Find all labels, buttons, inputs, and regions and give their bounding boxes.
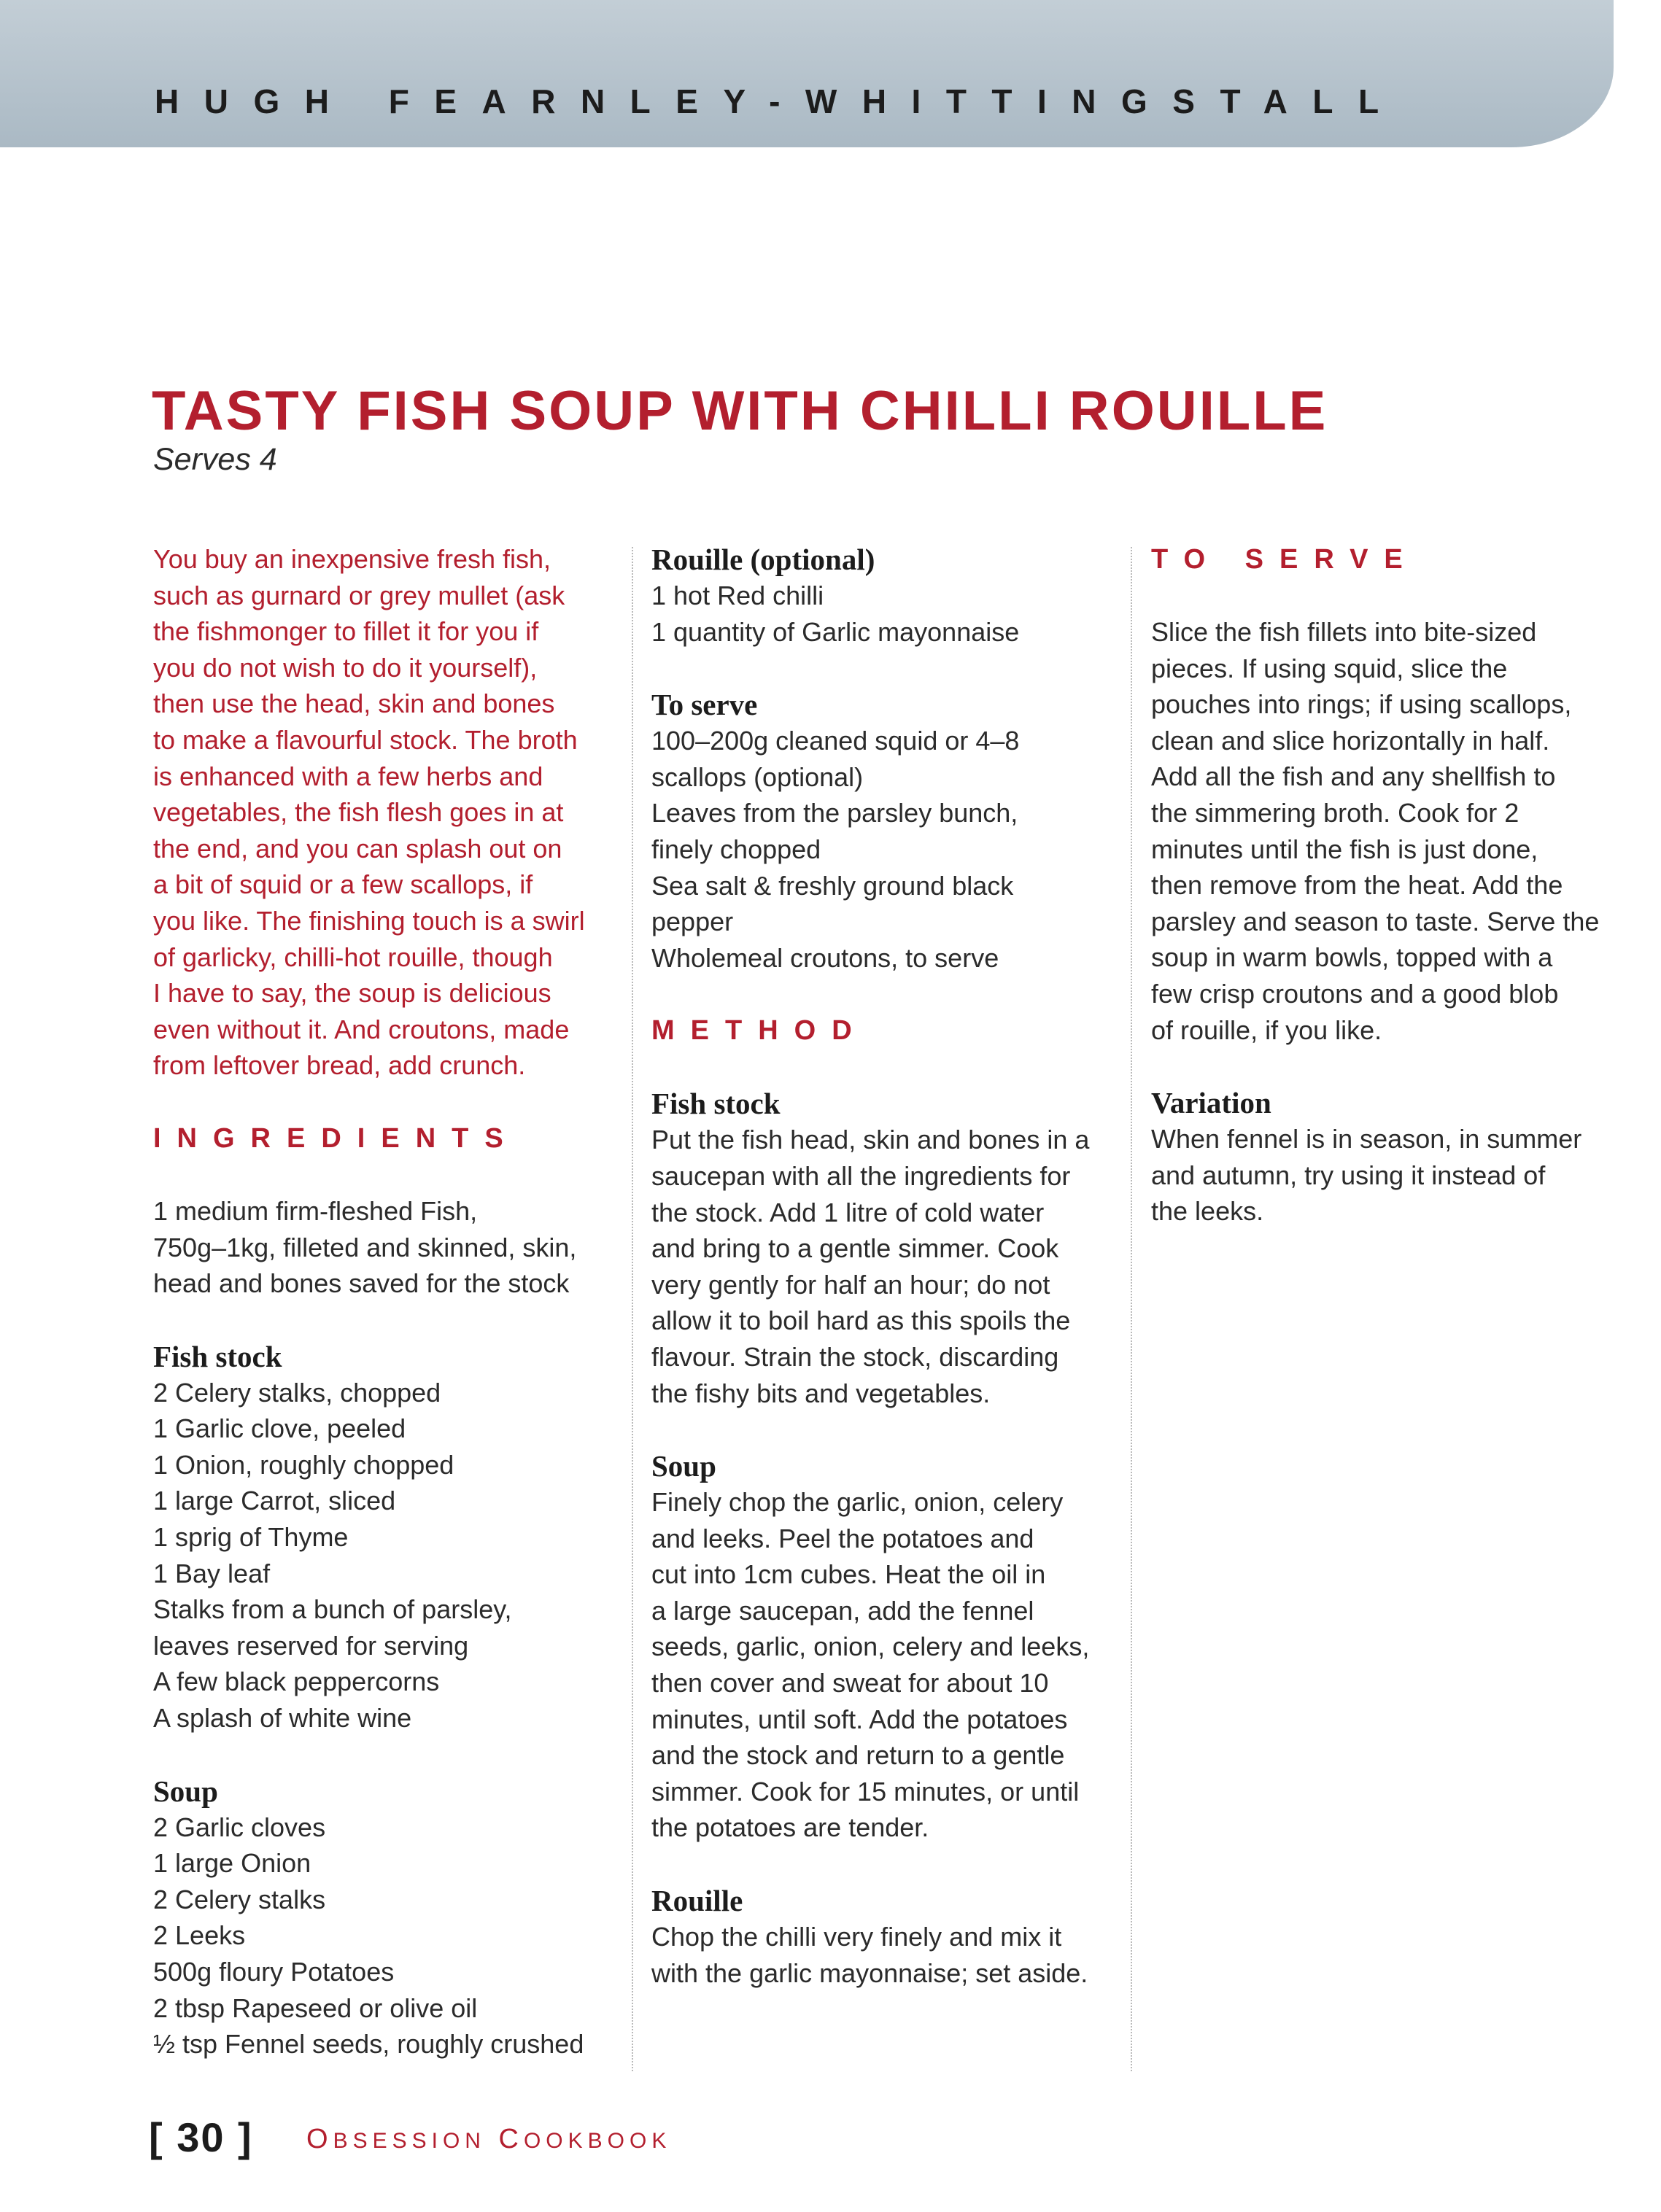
column-right <box>1151 541 1633 1230</box>
method-line: a large saucepan, add the fennel <box>651 1595 1034 1626</box>
method-line: Finely chop the garlic, onion, celery <box>651 1487 1064 1518</box>
column-left <box>153 541 620 2062</box>
method-line: with the garlic mayonnaise; set aside. <box>651 1957 1088 1988</box>
serve-line: Slice the fish fillets into bite-sized <box>1151 617 1537 647</box>
method-line: allow it to boil hard as this spoils the <box>651 1305 1071 1336</box>
method-soup-title: Soup <box>651 1449 716 1483</box>
fish-stock-ingredients-list <box>153 1375 620 1736</box>
intro-line: of garlicky, chilli-hot rouille, though <box>153 942 553 972</box>
variation-line: the leeks. <box>1151 1196 1264 1227</box>
ingredient-line: Sea salt & freshly ground black <box>651 870 1014 901</box>
author-header: HUGH FEARNLEY-WHITTINGSTALL <box>155 82 1404 120</box>
serve-line: of rouille, if you like. <box>1151 1014 1382 1045</box>
ingredient-line: Leaves from the parsley bunch, <box>651 798 1018 828</box>
method-line: the stock. Add 1 litre of cold water <box>651 1197 1045 1227</box>
ingredient-line: 1 large Carrot, sliced <box>153 1486 396 1516</box>
ingredient-line: 1 Garlic clove, peeled <box>153 1413 406 1444</box>
ingredient-line: 1 quantity of Garlic mayonnaise <box>651 616 1020 647</box>
method-line: and leeks. Peel the potatoes and <box>651 1523 1034 1553</box>
fish-stock-ingredients-title: Fish stock <box>153 1339 282 1373</box>
ingredient-line: pepper <box>651 907 734 937</box>
ingredient-line: scallops (optional) <box>651 761 864 792</box>
variation-title: Variation <box>1151 1086 1271 1120</box>
method-line: Chop the chilli very finely and mix it <box>651 1922 1062 1952</box>
book-name-initial: O <box>306 2124 333 2154</box>
intro-line: you like. The finishing touch is a swirl <box>153 905 585 936</box>
ingredient-line: 1 medium firm-fleshed Fish, <box>153 1195 478 1226</box>
serve-line: pieces. If using squid, slice the <box>1151 653 1508 683</box>
page-number: [ 30 ] <box>149 2114 253 2160</box>
ingredients-heading: INGREDIENTS <box>153 1122 519 1154</box>
serve-line: few crisp croutons and a good blob <box>1151 978 1559 1009</box>
ingredient-line: A few black peppercorns <box>153 1666 440 1697</box>
ingredient-line: 2 Celery stalks <box>153 1884 326 1914</box>
method-line: seeds, garlic, onion, celery and leeks, <box>651 1631 1090 1662</box>
intro-line: the end, and you can splash out on <box>153 833 562 864</box>
method-line: Put the fish head, skin and bones in a <box>651 1125 1090 1155</box>
intro-line: you do not wish to do it yourself), <box>153 652 538 683</box>
column-divider <box>632 547 633 2071</box>
ingredient-line: 1 large Onion <box>153 1848 311 1879</box>
serve-line: the simmering broth. Cook for 2 <box>1151 797 1519 828</box>
serve-line: pouches into rings; if using scallops, <box>1151 689 1572 720</box>
ingredient-line: Stalks from a bunch of parsley, <box>153 1594 512 1625</box>
ingredient-line: 2 Garlic cloves <box>153 1812 326 1842</box>
intro-line: a bit of squid or a few scallops, if <box>153 869 533 900</box>
serves-label: Serves 4 <box>153 442 277 477</box>
ingredient-line: Wholemeal croutons, to serve <box>651 942 999 973</box>
serve-line: clean and slice horizontally in half. <box>1151 725 1550 756</box>
method-line: saucepan with all the ingredients for <box>651 1160 1071 1191</box>
intro-line: then use the head, skin and bones <box>153 688 555 719</box>
method-line: simmer. Cook for 15 minutes, or until <box>651 1776 1080 1807</box>
intro-line: is enhanced with a few herbs and <box>153 761 543 791</box>
ingredient-line: 2 Celery stalks, chopped <box>153 1377 441 1408</box>
serve-line: parsley and season to taste. Serve the <box>1151 906 1600 936</box>
method-line: and bring to a gentle simmer. Cook <box>651 1233 1059 1264</box>
ingredient-line: 750g–1kg, filleted and skinned, skin, <box>153 1232 577 1262</box>
intro-line: to make a flavourful stock. The broth <box>153 724 578 755</box>
ingredient-line: leaves reserved for serving <box>153 1630 469 1661</box>
ingredient-line: 100–200g cleaned squid or 4–8 <box>651 726 1020 756</box>
intro-line: vegetables, the fish flesh goes in at <box>153 797 564 828</box>
method-line: the fishy bits and vegetables. <box>651 1378 991 1408</box>
book-name <box>306 2124 671 2155</box>
to-serve-ingredients-title: To serve <box>651 688 758 722</box>
ingredient-line: 1 Onion, roughly chopped <box>153 1449 454 1480</box>
ingredient-line: ½ tsp Fennel seeds, roughly crushed <box>153 2029 584 2060</box>
method-heading: METHOD <box>651 1015 868 1047</box>
ingredient-line: 2 Leeks <box>153 1920 246 1951</box>
header-band <box>0 0 1614 147</box>
method-line: the potatoes are tender. <box>651 1812 929 1843</box>
ingredient-line: 500g floury Potatoes <box>153 1957 395 1987</box>
method-rouille-title: Rouille <box>651 1884 743 1918</box>
method-line: then cover and sweat for about 10 <box>651 1668 1049 1699</box>
method-line: very gently for half an hour; do not <box>651 1269 1050 1300</box>
method-line: minutes, until soft. Add the potatoes <box>651 1704 1068 1734</box>
variation-line: and autumn, try using it instead of <box>1151 1160 1546 1190</box>
book-name-initial: C <box>498 2124 524 2154</box>
ingredient-line: 1 Bay leaf <box>153 1558 271 1588</box>
serve-line: Add all the fish and any shellfish to <box>1151 761 1556 792</box>
method-line: and the stock and return to a gentle <box>651 1740 1065 1771</box>
soup-ingredients-title: Soup <box>153 1774 218 1808</box>
intro-line: from leftover bread, add crunch. <box>153 1050 526 1081</box>
variation-line: When fennel is in season, in summer <box>1151 1124 1582 1154</box>
intro-line: I have to say, the soup is delicious <box>153 978 551 1009</box>
recipe-title: TASTY FISH SOUP WITH CHILLI ROUILLE <box>152 380 1328 442</box>
intro-line: even without it. And croutons, made <box>153 1014 570 1044</box>
intro-line: You buy an inexpensive fresh fish, <box>153 544 551 574</box>
main-fish-ingredient <box>153 1193 620 1302</box>
intro-text <box>153 541 620 1084</box>
method-line: cut into 1cm cubes. Heat the oil in <box>651 1559 1046 1590</box>
serve-line: minutes until the fish is just done, <box>1151 834 1538 864</box>
method-fish-stock-title: Fish stock <box>651 1087 781 1121</box>
method-line: flavour. Strain the stock, discarding <box>651 1341 1059 1372</box>
ingredient-line: 1 hot Red chilli <box>651 581 824 610</box>
ingredient-line: 1 sprig of Thyme <box>153 1522 349 1553</box>
intro-line: such as gurnard or grey mullet (ask <box>153 580 565 610</box>
book-name-part: BSESSION <box>333 2129 486 2153</box>
rouille-ingredients-title: Rouille (optional) <box>651 543 875 576</box>
serve-line: then remove from the heat. Add the <box>1151 870 1563 901</box>
soup-ingredients-list <box>153 1809 620 2062</box>
ingredient-line: head and bones saved for the stock <box>153 1268 570 1299</box>
ingredient-line: A splash of white wine <box>153 1703 412 1734</box>
ingredient-line: finely chopped <box>651 834 821 864</box>
column-middle <box>651 541 1133 1991</box>
intro-line: the fishmonger to fillet it for you if <box>153 616 539 647</box>
to-serve-heading: TO SERVE <box>1151 544 1419 575</box>
book-name-part: OOKBOOK <box>523 2129 672 2153</box>
serve-line: soup in warm bowls, topped with a <box>1151 942 1553 973</box>
ingredient-line: 2 tbsp Rapeseed or olive oil <box>153 1992 478 2023</box>
